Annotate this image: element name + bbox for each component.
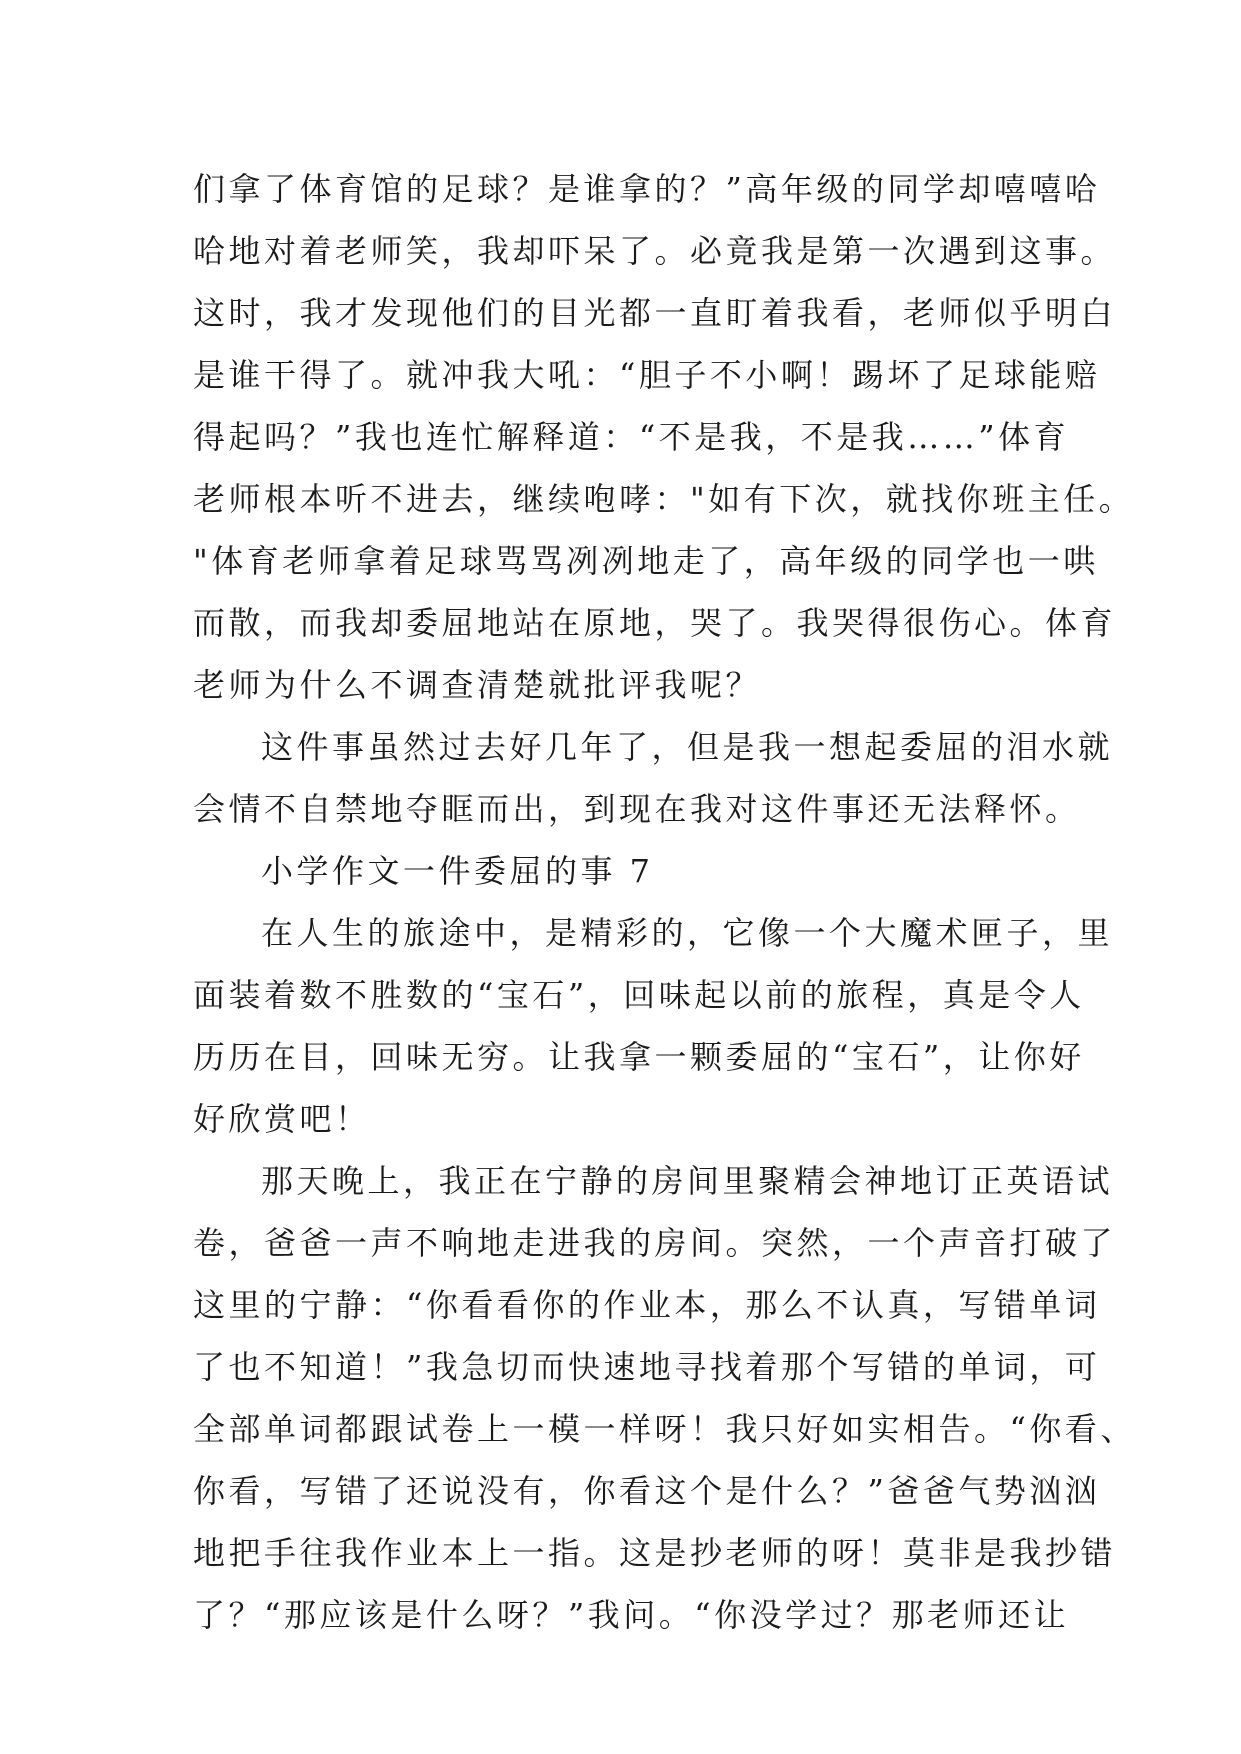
text-line: 老师根本听不进去，继续咆哮："如有下次，就找你班主任。 [193, 480, 1135, 518]
text-line: 而散，而我却委屈地站在原地，哭了。我哭得很伤心。体育 [193, 604, 1117, 642]
text-line: 老师为什么不调查清楚就批评我呢？ [193, 666, 762, 704]
text-line: 你看，写错了还说没有，你看这个是什么？”爸爸气势汹汹 [193, 1472, 1101, 1510]
text-line: 这时，我才发现他们的目光都一直盯着我看，老师似乎明白 [193, 294, 1117, 332]
section-heading: 小学作文一件委屈的事 7 [261, 852, 654, 890]
text-line: 们拿了体育馆的足球？是谁拿的？”高年级的同学却嘻嘻哈 [193, 170, 1101, 208]
text-line: 地把手往我作业本上一指。这是抄老师的呀！莫非是我抄错 [193, 1534, 1117, 1572]
text-line: 面装着数不胜数的“宝石”，回味起以前的旅程，真是令人 [193, 976, 1085, 1014]
text-line: 哈地对着老师笑，我却吓呆了。必竟我是第一次遇到这事。 [193, 232, 1117, 270]
text-line: 得起吗？”我也连忙解释道：“不是我，不是我……”体育 [193, 418, 1070, 456]
text-line: 了也不知道！”我急切而快速地寻找着那个写错的单词，可 [193, 1348, 1101, 1386]
paragraph-start-line: 在人生的旅途中，是精彩的，它像一个大魔术匣子，里 [261, 914, 1114, 952]
text-line: 会情不自禁地夺眶而出，到现在我对这件事还无法释怀。 [193, 790, 1081, 828]
body-text [193, 158, 1136, 1646]
text-line: 全部单词都跟试卷上一模一样呀！我只好如实相告。“你看、 [193, 1410, 1136, 1448]
paragraph-start-line: 那天晚上，我正在宁静的房间里聚精会神地订正英语试 [261, 1162, 1114, 1200]
text-line: 好欣赏吧！ [193, 1100, 371, 1138]
text-line: 是谁干得了。就冲我大吼：“胆子不小啊！踢坏了足球能赔 [193, 356, 1101, 394]
text-line: 历历在目，回味无穷。让我拿一颗委屈的“宝石”，让你好 [193, 1038, 1085, 1076]
text-line: 卷，爸爸一声不响地走进我的房间。突然，一个声音打破了 [193, 1224, 1117, 1262]
paragraph-start-line: 这件事虽然过去好几年了，但是我一想起委屈的泪水就 [261, 728, 1114, 766]
text-line: 了？“那应该是什么呀？”我问。“你没学过？那老师还让 [193, 1596, 1070, 1634]
text-line: "体育老师拿着足球骂骂冽冽地走了，高年级的同学也一哄 [193, 542, 1099, 580]
text-line: 这里的宁静：“你看看你的作业本，那么不认真，写错单词 [193, 1286, 1101, 1324]
